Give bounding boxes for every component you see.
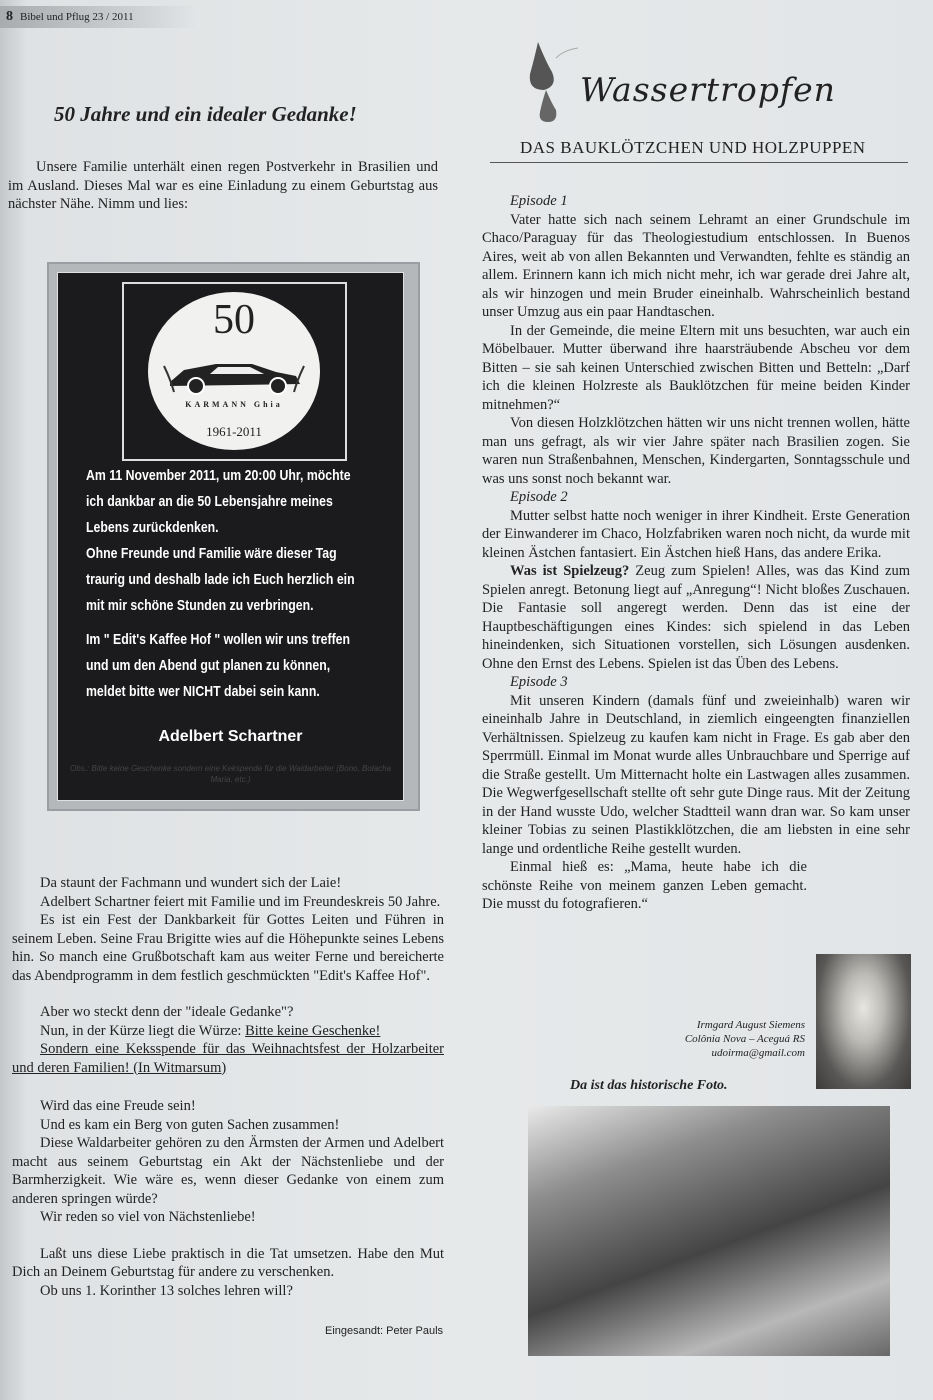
right-paragraph: Mit unseren Kindern (damals fünf und zweieinhalb) waren wir eineinhalb Jahre in Deutschland, in ziemlich eingeengten finanziellen Verhältnissen. Spielzeug zu kaufen kam nicht in Frage. Es gab aber den Sperrmüll. Einmal im Monat wurde alles Unbrauchbare und Sperrige auf die Straße gestellt. Um Mitternacht holte ein Lastwagen alles zusammen. Die Wegwerfgesellschaft stellte oft sehr gute Dinge raus. Mit der Zeitung in der Hand wusste Udo, welcher Stadtteil wann dran war. So kam unser kleiner Tobias zu seinen Plastikklötzchen, die am liebsten in eine sehr lange und ordentliche Reihe gestellt wurden. [482, 692, 910, 857]
left-paragraph [12, 1022, 444, 1041]
episode-label: Episode 3 [510, 674, 568, 690]
right-paragraph: Vater hatte sich nach seinem Lehramt an einer Grundschule im Chaco/Paraguay für das Theologiestudium entschlossen. In Buenos Aires, weit ab von allen Bekannten und Verwandten, fehlte es ständig an allem. Erinnern kann ich mich nicht mehr, ich war gerade drei Jahre alt, als wir hinzogen und mein Bruder eineinhalb. Wahrscheinlich bestand unser Umzug aus ein paar Handtaschen. [482, 211, 910, 320]
invitation-text-2: Ohne Freunde und Familie wäre dieser Tag traurig und deshalb lade ich Euch herzlich ein mit mir schöne Stunden zu verbringen. [86, 545, 355, 614]
author-location: Colônia Nova – Aceguá RS [684, 1033, 805, 1045]
right-paragraph [482, 562, 910, 673]
invitation-note: Obs.: Bitte keine Geschenke sondern eine Kekspende für die Waldarbeiter (Bono, Bolacha Maria, etc.) [70, 764, 391, 784]
publication-title: Bibel und Pflug 23 / 2011 [20, 11, 134, 23]
left-text: Nun, in der Kürze liegt die Würze: [40, 1022, 246, 1039]
author-email: udoirma@gmail.com [711, 1047, 805, 1059]
emblem-oval [148, 292, 320, 450]
right-body [482, 192, 910, 914]
invitation-text-3: Im " Edit's Kaffee Hof " wollen wir uns treffen und um den Abend gut planen zu können, meldet bitte wer NICHT dabei sein kann. [86, 631, 351, 700]
bold-question: Was ist Spielzeug? [510, 563, 630, 579]
left-paragraph: Aber wo steckt denn der "ideale Gedanke"? [40, 1004, 294, 1020]
right-paragraph: In der Gemeinde, die meine Eltern mit uns besuchten, war auch ein Möbelbauer. Mutter überwand ihre haarsträubende Abscheu vor dem Bitten – sie sah keinen Unterschied zwischen Bitten und Betteln: „Darf ich die kleinen Holzreste als Bauklötzchen für meine beiden Kinder mitnehmen?“ [482, 322, 910, 413]
right-article-title: DAS BAUKLÖTZCHEN UND HOLZPUPPEN [520, 138, 866, 157]
invitation-text-1: Am 11 November 2011, um 20:00 Uhr, möchte ich dankbar an die 50 Lebensjahre meines Lebens zurückdenken. [86, 467, 351, 536]
logo-text: Wassertropfen [580, 70, 836, 109]
author-signature [685, 1018, 805, 1060]
right-paragraph: Einmal hieß es: „Mama, heute habe ich die schönste Reihe von meinem ganzen Leben gemacht. Die musst du fotografieren.“ [482, 859, 807, 912]
left-paragraph: Adelbert Schartner feiert mit Familie und im Freundeskreis 50 Jahre. [40, 893, 441, 910]
emblem-brand: KARMANN Ghia [185, 400, 283, 409]
episode-label: Episode 1 [510, 193, 568, 209]
episode-label: Episode 2 [510, 489, 568, 505]
author-portrait [816, 954, 911, 1089]
left-paragraph: Und es kam ein Berg von guten Sachen zusammen! [40, 1116, 340, 1133]
left-paragraph: Ob uns 1. Korinther 13 solches lehren will? [40, 1282, 293, 1299]
underlined-text: Bitte keine Geschenke! [245, 1022, 381, 1039]
left-paragraph: Es ist ein Fest der Dankbarkeit für Gottes Leiten und Führen in seinem Leben. Seine Frau Brigitte wies auf die Höhepunkte seines Lebens hin. So manch eine Grußbotschaft kam aus weiter Ferne und bereicherte das Abendprogramm in dem festlich geschmückten "Edit's Kaffee Hof". [12, 912, 444, 984]
left-paragraph: Wir reden so viel von Nächstenliebe! [40, 1209, 256, 1225]
left-paragraph: Laßt uns diese Liebe praktisch in die Tat umsetzen. Habe den Mut Dich an Deinem Geburtstag für andere zu verschenken. [12, 1245, 444, 1280]
page-header [0, 6, 200, 28]
emblem-years: 1961-2011 [206, 424, 262, 439]
photo-caption: Da ist das historische Foto. [570, 1078, 728, 1093]
invitation-panel [57, 272, 404, 801]
left-paragraph: Diese Waldarbeiter gehören zu den Ärmsten der Armen und Adelbert macht aus seinem Geburtstag ein Akt der Nächstenliebe und der Barmherzigkeit. Wie wäre es, wenn dieser Gedanke von einem zum anderen springen würde? [12, 1135, 444, 1207]
left-paragraph [12, 1040, 444, 1077]
left-credit: Eingesandt: Peter Pauls [325, 1325, 444, 1337]
invitation-signature: Adelbert Schartner [158, 728, 303, 745]
anniversary-emblem [122, 282, 347, 461]
left-body [12, 874, 444, 1300]
wassertropfen-logo [512, 40, 836, 130]
water-drop-icon [512, 40, 582, 130]
right-text: Zeug zum Spielen! Alles, was das Kind zum Spielen anregt. Betonung liegt auf „Anregung“! Nicht bloßes Zuschauen. Die Fantasie soll angeregt werden. Denn das ist eine der Hauptbeschäftigungen eines Kindes: sich spielend in das Leben hineindenken, sich Situationen vorstellen, sich Lösungen ausdenken. Ohne den Ernst des Lebens. Spielen ist das Üben des Lebens. [482, 563, 910, 672]
right-paragraph: Von diesen Holzklötzchen hätten wir uns nicht trennen wollen, hätte man uns gefragt, als wir vier Jahre später nach Brasilien zogen. Sie waren nun Straßenbahnen, Menschen, Kindergarten, Sonntagsschule und was uns sonst noch bekannt war. [482, 415, 910, 487]
historical-photo [528, 1106, 890, 1356]
left-paragraph: Wird das eine Freude sein! [40, 1098, 196, 1114]
page-number: 8 [6, 9, 13, 24]
car-icon [160, 348, 308, 398]
right-paragraph: Mutter selbst hatte noch weniger in ihrer Kindheit. Erste Generation der Einwanderer im Chaco, Holzfabriken waren noch nicht, da wurde mit kleinen Ästchen fantasiert. Ein Ästchen hieß Hans, das andere Erika. [482, 507, 910, 561]
underlined-text: Sondern eine Keksspende für das Weihnachtsfest der Holzarbeiter und deren Familien! (In Witmarsum) [12, 1041, 444, 1076]
left-paragraph: Da staunt der Fachmann und wundert sich der Laie! [40, 875, 342, 891]
invitation-card [47, 262, 420, 811]
left-article-title: 50 Jahre und ein idealer Gedanke! [54, 102, 357, 126]
title-rule [490, 162, 908, 163]
emblem-number: 50 [213, 297, 255, 343]
left-intro: Unsere Familie unterhält einen regen Postverkehr in Brasilien und im Ausland. Dieses Mal war es eine Einladung zu einem Geburtstag aus nächster Nähe. Nimm und lies: [8, 159, 438, 212]
author-name: Irmgard August Siemens [696, 1019, 805, 1031]
